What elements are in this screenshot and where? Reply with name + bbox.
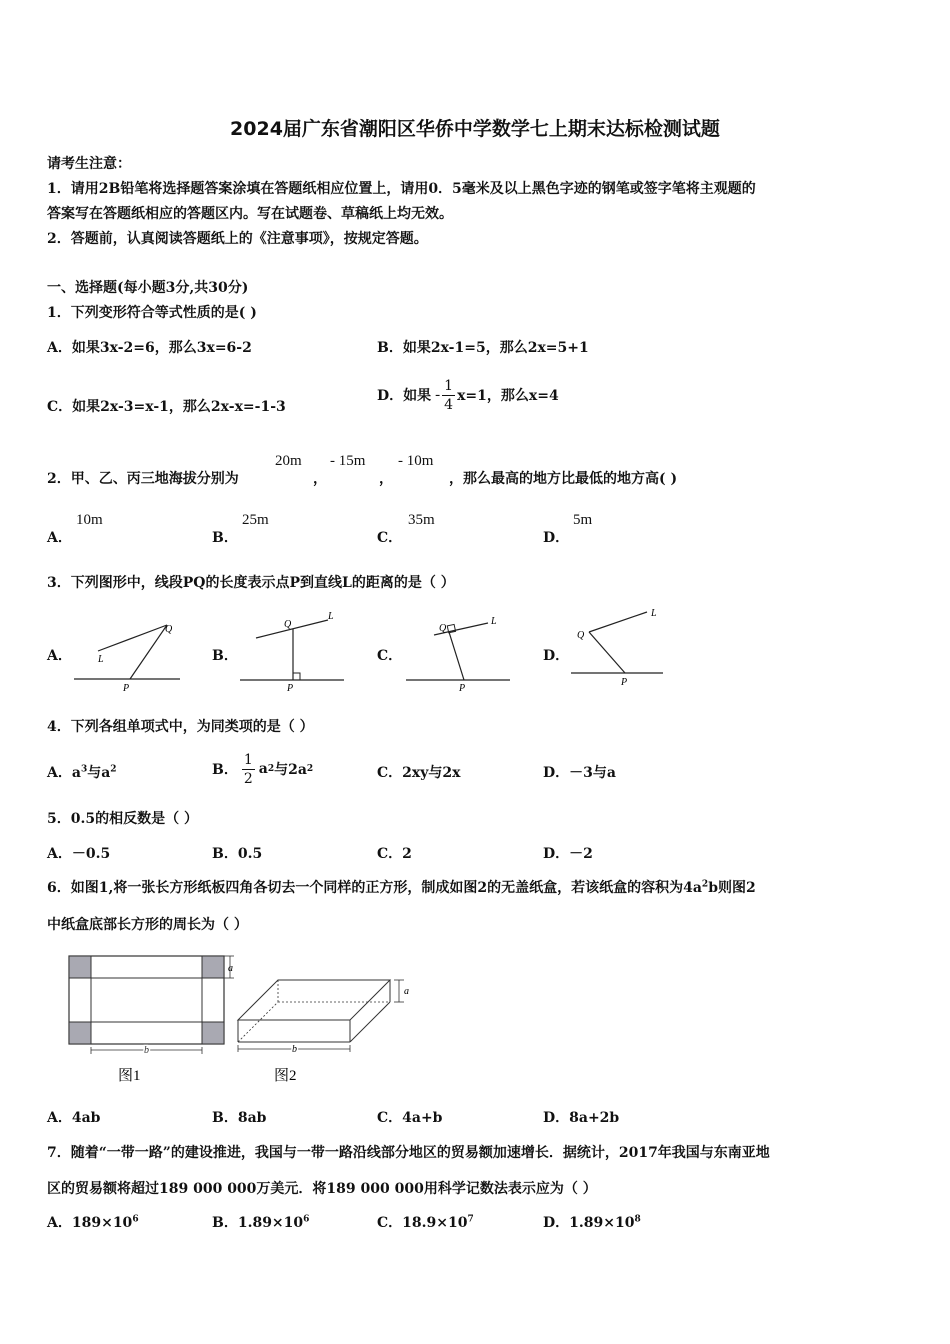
q7-d-base: D．1.89×10 (543, 1215, 635, 1231)
q1-d-fraction (442, 377, 455, 414)
q7-option-d (543, 1212, 641, 1232)
notice-line2: 2．答题前，认真阅读答题纸上的《注意事项》，按规定答题。 (47, 231, 428, 247)
q3-a-label-p: P (123, 683, 130, 694)
q3-option-d-label: D． (543, 648, 570, 664)
q5-stem: 5．0.5的相反数是（ ） (47, 811, 198, 827)
q4-option-a (47, 762, 117, 782)
q6-figure-1 (62, 950, 242, 1090)
q7-a-base: A．189×10 (47, 1215, 133, 1231)
q2-sep-2: ， (379, 471, 393, 487)
q2-stem-prefix: 2．甲、乙、丙三地海拔分别为 (47, 471, 239, 487)
q4-b-base2: 与2a (274, 762, 307, 778)
q5-option-b: B．0.5 (212, 846, 263, 862)
q4-stem: 4．下列各组单项式中，为同类项的是（ ） (47, 719, 314, 735)
q6-figure-2 (232, 972, 422, 1090)
q4-b-exp1: 2 (267, 764, 275, 774)
q3-option-c-label: C． (377, 648, 403, 664)
q3-c-label-q: Q (439, 623, 447, 634)
q1-d-sign: - (435, 386, 441, 403)
q4-b-denominator: 2 (243, 770, 253, 787)
q2-stem-suffix: ，那么最高的地方比最低的地方高( ) (449, 471, 678, 487)
q4-b-exp2: 2 (306, 764, 314, 774)
q3-b-label-l: L (328, 611, 334, 622)
q7-option-c (377, 1212, 474, 1232)
q2-value-3: - 10m (398, 453, 434, 469)
q6-option-a: A．4ab (47, 1110, 101, 1126)
q4-b-base1: a (258, 761, 268, 777)
q6-fig2-label-b: b (292, 1044, 297, 1055)
notice-line1: 1．请用2B铅笔将选择题答案涂填在答题纸相应位置上，请用0．5毫米及以上黑色字迹的钢笔或签字笔将主观题的 (47, 181, 756, 197)
q4-b-fraction (242, 751, 255, 788)
q3-c-label-l: L (491, 616, 497, 627)
q4-a-base1: A．a (47, 765, 81, 781)
q2-option-c-label: C． (377, 530, 403, 546)
q2-option-b-label: B． (212, 530, 238, 546)
q6-stem-post: b则图2 (708, 880, 756, 896)
q5-option-c: C．2 (377, 846, 412, 862)
q7-option-b (212, 1212, 309, 1232)
page-title: 2024届广东省潮阳区华侨中学数学七上期末达标检测试题 (230, 118, 720, 140)
q7-c-base: C．18.9×10 (377, 1215, 468, 1231)
q1-stem: 1．下列变形符合等式性质的是( ) (47, 305, 257, 321)
q3-c-label-p: P (459, 683, 466, 694)
section-heading: 一、选择题(每小题3分,共30分) (47, 280, 249, 296)
q4-b-numerator: 1 (243, 751, 253, 768)
q2-sep-1: ， (313, 471, 327, 487)
q1-option-b: B．如果2x-1=5，那么2x=5+1 (377, 340, 589, 356)
q6-stem-pre: 6．如图1,将一张长方形纸板四角各切去一个同样的正方形，制成如图2的无盖纸盒，若该纸盒的容积为4a (47, 880, 702, 896)
q7-d-exp: 8 (634, 1214, 641, 1225)
q4-a-exp2: 2 (110, 764, 117, 775)
q5-option-a: A．－0.5 (47, 846, 111, 862)
q2-option-a-label: A． (47, 530, 72, 546)
q7-b-exp: 6 (303, 1214, 310, 1225)
q7-stem-line1: 7．随着“一带一路”的建设推进，我国与一带一路沿线部分地区的贸易额加速增长．据统计，2017年我国与东南亚地 (47, 1145, 770, 1161)
q1-option-a: A．如果3x-2=6，那么3x=6-2 (47, 340, 252, 356)
q6-fig1-caption: 图1 (118, 1068, 141, 1084)
q2-value-1: 20m (275, 453, 302, 469)
q6-fig2-label-a: a (404, 986, 409, 997)
q3-figure-b (236, 605, 351, 695)
q7-a-exp: 6 (132, 1214, 139, 1225)
q7-c-exp: 7 (467, 1214, 474, 1225)
q1-d-suffix: x=1，那么x=4 (457, 388, 559, 404)
q4-option-c: C．2xy与2x (377, 765, 461, 781)
q1-option-d (377, 370, 559, 420)
q6-fig1-label-b: b (144, 1045, 149, 1056)
notice-line1b: 答案写在答题纸相应的答题区内。写在试题卷、草稿纸上均无效。 (47, 206, 453, 222)
q6-fig2-caption: 图2 (274, 1068, 297, 1084)
q7-b-base: B．1.89×10 (212, 1215, 304, 1231)
q4-b-label: B． (212, 762, 238, 778)
q1-d-numerator: 1 (444, 377, 454, 394)
q1-d-denominator: 4 (444, 396, 454, 413)
q3-stem: 3．下列图形中，线段PQ的长度表示点P到直线L的距离的是（ ） (47, 575, 455, 591)
q6-stem-line2: 中纸盒底部长方形的周长为（ ） (47, 917, 248, 933)
q4-a-exp1: 3 (80, 764, 88, 775)
q2-value-2: - 15m (330, 453, 366, 469)
q3-d-label-q: Q (577, 630, 585, 641)
q6-option-b: B．8ab (212, 1110, 267, 1126)
q4-option-b (212, 744, 313, 794)
q3-b-label-q: Q (284, 619, 292, 630)
q3-d-label-p: P (621, 677, 628, 688)
q3-figure-d (567, 600, 677, 695)
q3-a-label-l: L (98, 654, 104, 665)
q2-option-a-value: 10m (76, 512, 103, 528)
q6-fig1-label-a: a (228, 963, 233, 974)
q3-d-label-l: L (651, 608, 657, 619)
q1-option-c: C．如果2x-3=x-1，那么2x-x=-1-3 (47, 399, 286, 415)
q4-a-base2: 与a (87, 765, 111, 781)
q3-figure-c (402, 605, 517, 695)
q6-option-d: D．8a+2b (543, 1110, 620, 1126)
q2-option-b-value: 25m (242, 512, 269, 528)
q5-option-d: D．－2 (543, 846, 593, 862)
q1-d-prefix: D．如果 (377, 388, 432, 404)
q3-a-label-q: Q (165, 624, 173, 635)
notice-heading: 请考生注意： (47, 156, 131, 172)
q2-option-d-label: D． (543, 530, 570, 546)
q6-stem-exp: 2 (701, 879, 709, 890)
q2-option-d-value: 5m (573, 512, 593, 528)
q3-option-a-label: A． (47, 648, 72, 664)
q3-b-label-p: P (287, 683, 294, 694)
q3-option-b-label: B． (212, 648, 238, 664)
q2-option-c-value: 35m (408, 512, 435, 528)
q6-option-c: C．4a+b (377, 1110, 443, 1126)
q6-stem-line1 (47, 877, 756, 897)
q4-option-d: D．－3与a (543, 765, 616, 781)
q7-stem-line2: 区的贸易额将超过189 000 000万美元．将189 000 000用科学记数法表示应为（ ） (47, 1181, 597, 1197)
q7-option-a (47, 1212, 139, 1232)
q3-figure-a (70, 615, 185, 695)
